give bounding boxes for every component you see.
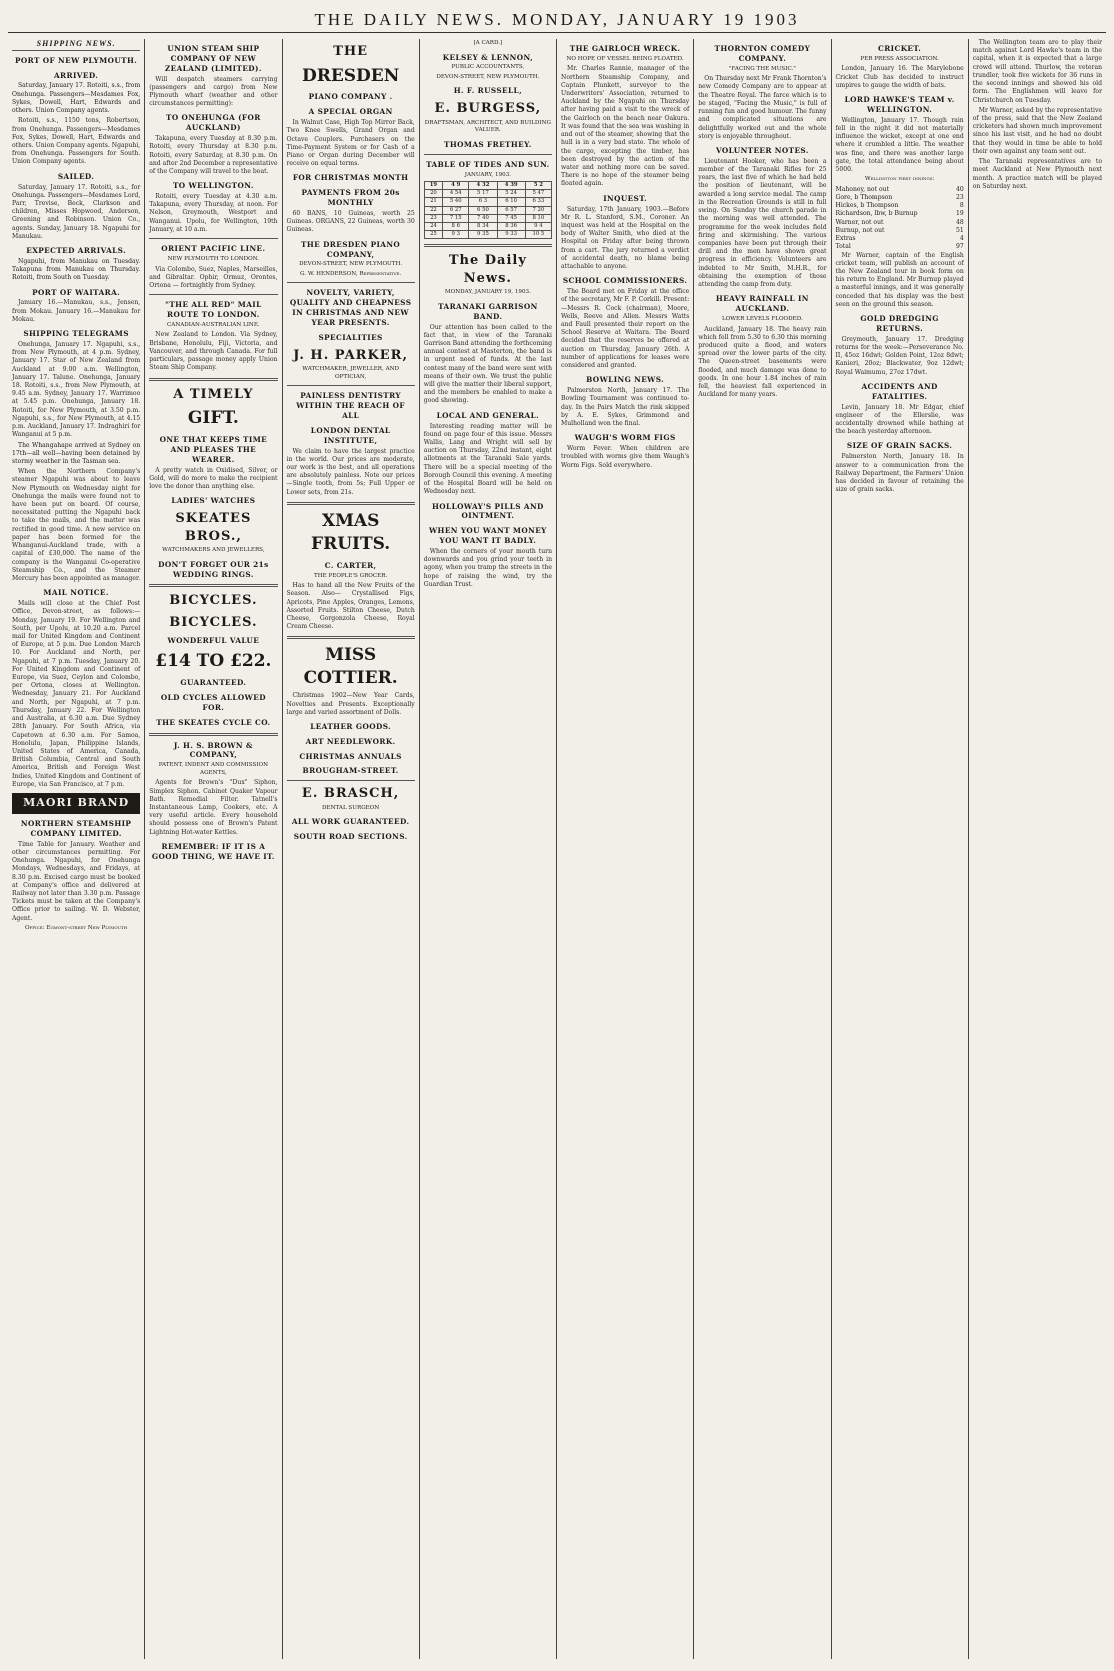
mail-heading: MAIL NOTICE.	[43, 588, 109, 598]
dentist-sub: DENTAL SURGEON	[322, 804, 380, 811]
column-thornton	[694, 39, 831, 1659]
northern-steamship-heading: NORTHERN STEAMSHIP COMPANY LIMITED.	[20, 818, 132, 838]
gairloch-filler: Mr. Charles Rannie, manager of the Northern Steamship Company, and Captain Plunkett, surveyor to the Underwriters' Association, returned to Auckland by the Ngapuhi on Thursday after having paid a visit to the wreck of the Gairloch on the beach near Oakura. It was found that the sea was washing in and out of the steamer, showing that the hull is in a very bad state. The whole of the cargo, excepting the timber, has been destroyed by the action of the water and nothing more can be saved. There is no hope of the steamer being floated again.	[561, 65, 690, 188]
maori-brand-logo: MAORI BRAND	[12, 793, 140, 814]
patent-sub: PATENT, INDENT AND COMMISSION AGENTS,	[158, 762, 268, 776]
brown-filler: Agents for Brown's "Dux" Siphon, Simplex Siphon. Cabinet Quaker Vapour Bath. Remedial Filter. Tatnell's Instantaneous Lamp, Cookers, etc. A very useful article. Every household should possess one of Brown's Patent Lightning Hot-water Kettles.	[149, 779, 278, 836]
port-heading: PORT OF NEW PLYMOUTH.	[15, 55, 138, 65]
kelsey-heading: KELSEY & LENNON,	[442, 52, 534, 62]
needlework-heading: ART NEEDLEWORK.	[305, 736, 396, 746]
tides-month: JANUARY, 1903.	[464, 171, 512, 178]
payments-heading: PAYMENTS FROM 20s MONTHLY	[301, 188, 400, 208]
telegrams-heading: SHIPPING TELEGRAMS	[23, 329, 129, 339]
specialities-heading: SPECIALITIES	[318, 332, 383, 342]
payments-filler: 60 BANS, 10 Guineas, worth 25 Guineas. ORGANS, 22 Guineas, worth 30 Guineas.	[286, 210, 415, 234]
draftsman-sub: DRAFTSMAN, ARCHITECT, AND BUILDING VALUER.	[424, 119, 551, 134]
gift-filler: A pretty watch in Oxidised, Silver, or Gold, will do more to make the recipient love the donor than anything else.	[149, 466, 278, 490]
column-cricket	[832, 39, 969, 1659]
oldcycles-heading: OLD CYCLES ALLOWED FOR.	[160, 693, 266, 712]
expected-heading: EXPECTED ARRIVALS.	[26, 246, 127, 256]
onehunga-heading: TO ONEHUNGA (FOR AUCKLAND)	[166, 113, 261, 133]
northern-filler: Time Table for January. Weather and other circumstances permitting. For Onehunga. Ngapuhi, for Onehunga Mondays, Wednesdays, and Fridays, at 8.30 p.m. Excised cargo must be booked at Company's office and delivered at Railway not later than 3.30 p.m. Passage Tickets must be taken at the Company's Office prior to sailing. W. D. Webster, Agent.	[12, 840, 141, 922]
facing-sub: "FACING THE MUSIC."	[728, 65, 796, 72]
scores-list	[836, 186, 964, 252]
russell-heading: H. F. RUSSELL,	[453, 86, 523, 96]
grain-filler: Palmerston North, January 18. In answer to a communication from the Railway Department, the Farmers' Union has decided in favour of retaining the size of grain sacks.	[835, 453, 964, 494]
remember-text: REMEMBER: IF IT IS A GOOD THING, WE HAVE IT.	[151, 841, 275, 861]
inquest-filler: Saturday, 17th January, 1903.—Before Mr R. L. Stanford, S.M., Coroner. An inquest was held at the Hospital on the body of Walter Smith, who died at the Hospital on Friday after being thrown from a cart. The jury returned a verdict of accidental death, no blame being attachable to anyone.	[561, 205, 690, 271]
orient-filler: Via Colombo, Suez, Naples, Marseilles, and Gibraltar. Ophir, Ormuz, Orontes, Ortona — fortnightly from Sydney.	[149, 265, 278, 289]
continuation-filler-3: The Taranaki representatives are to meet Auckland at New Plymouth next month. A practice match will be played on Saturday next.	[972, 158, 1102, 190]
arrived-text: Saturday, January 17. Rotoiti, s.s., from Onehunga. Passengers—Mesdames Fox, Sykes, Dowell, Hart, Edwards and others. Union Company agents.	[12, 82, 141, 115]
gift-heading: GIFT.	[187, 408, 239, 429]
xmas-fruits-heading: XMAS FRUITS.	[311, 510, 391, 554]
union-heading: UNION STEAM SHIP COMPANY OF NEW ZEALAND (LIMITED).	[164, 44, 262, 73]
special-organ-heading: A SPECIAL ORGAN	[308, 107, 393, 117]
score-row: Burnup, not out 51	[835, 226, 964, 234]
timely-heading: A TIMELY	[173, 386, 254, 402]
volunteer-filler: Lieutenant Hooker, who has been a member of the Taranaki Rifles for 25 years, the last five of which he had held the position of lieutenant, will be awarded a long service medal. The camp in the Recreation Grounds is still in full swing. On Sunday the church parade in the morning was well attended. The programme for the week includes field firing and skirmishing. The various companies have been put through their drill and the men have shown great progress in efficiency. Volunteers are indebted to Mr Smith, M.H.R., for obtaining the exemption of those attending the camp from duty.	[698, 157, 827, 289]
rainfall-filler: Auckland, January 18. The heavy rain which fell from 5.30 to 6.30 this morning produced quite a flood, and waters spread over the lower parts of the city. The Queen-street basements were flooded, and much damage was done to goods. In one hour 1.84 inches of rain fell, the heaviest fall experienced in Auckland for many years.	[698, 325, 827, 399]
watches-heading: LADIES' WATCHES	[171, 496, 256, 506]
bicycles-heading: BICYCLES.	[169, 593, 258, 609]
school-heading: SCHOOL COMMISSIONERS.	[562, 276, 688, 286]
masthead	[8, 10, 1106, 33]
waitara-heading: PORT OF WAITARA.	[32, 287, 121, 297]
cottier-filler: Christmas 1902—New Year Cards, Novelties and Presents. Exceptionally large and varied assortment of Dolls.	[286, 692, 415, 716]
telegrams-filler: Onehunga, January 17. Ngapuhi, s.s., from New Plymouth, at 4 p.m. Sydney, January 17. Star of New Zealand from Auckland at 9.00 a.m. Wellington, January 17. Talune. Onehunga, January 18. Rotoiti, s.s., from New Plymouth, at 9.45 a.m. Sydney, January 17. Warrimoo at 5.45 p.m. Onehunga, January 18. Rotoiti, for New Plymouth, at 3.50 p.m. Ngapuhi, s.s., for New Plymouth, at 4.15 p.m. Auckland, January 17. Indraghiri for Wanganui at 5 p.m.	[12, 340, 141, 439]
bicycles-heading-2: BICYCLES.	[169, 614, 258, 630]
onehunga-filler: Takapuna, every Tuesday at 8.30 p.m. Rotoiti, every Thursday at 8.30 p.m. Rotoiti, every Saturday, at 8.30 p.m. On and after 2nd December a representative of the Company will travel to the boat.	[149, 135, 278, 175]
hawkes-heading: LORD HAWKE'S TEAM v. WELLINGTON.	[844, 95, 955, 114]
nohope-sub: NO HOPE OF VESSEL BEING FLOATED.	[566, 55, 684, 62]
score-intro: Wellington first innings:	[864, 176, 935, 183]
school-filler: The Board met on Friday at the office of the secretary, Mr F. P. Corkill. Present:—Messrs R. Cock (chairman), Moore, Wells, Reeve and Allen. Messrs Watts and Faull presented their report on the School Reserve at Waitara. The Board decided that the reserves be offered at auction on Thursday, January 26th. A number of applications for leases were considered and granted.	[561, 288, 690, 370]
column-daily-news	[420, 39, 557, 1659]
cricket-intro-filler: London, January 16. The Marylebone Cricket Club has decided to instruct umpires to gauge the width of bats.	[835, 65, 964, 89]
cricket-heading: CRICKET.	[878, 44, 922, 53]
continuation-filler: The Wellington team are to play their match against Lord Hawke's team in the capital, when it is expected that a large crowd will attend. Thurlow, the veteran trundler, took five wickets for 36 runs in the second innings and showed his old form. The Englishmen will leave for Christchurch on Tuesday.	[972, 39, 1102, 104]
devon-street-sub: DEVON-STREET, NEW PLYMOUTH.	[436, 73, 540, 80]
fruits-filler: Has to hand all the New Fruits of the Season. Also— Crystallised Figs, Apricots, Pine Apples, Oranges, Lemons, Assorted Fruits. Stilton Cheese, Dutch Cheese, Gorgonzola Cheese, Royal Cream Cheese.	[286, 582, 415, 631]
gairloch-heading: THE GAIRLOCH WRECK.	[569, 44, 681, 53]
painless-heading: PAINLESS DENTISTRY WITHIN THE REACH OF ALL	[296, 391, 405, 420]
orient-heading: ORIENT PACIFIC LINE.	[161, 244, 266, 254]
skeates-heading: SKEATES BROS.,	[175, 511, 252, 544]
masthead-title: THE DAILY NEWS.	[314, 10, 504, 29]
holloway-heading: HOLLOWAY'S PILLS AND OINTMENT.	[431, 501, 544, 521]
guaranteed-heading: GUARANTEED.	[180, 678, 247, 688]
brasch-heading: E. BRASCH,	[301, 786, 400, 802]
cricket-filler: Mr Warner, captain of the English cricket team, will publish an account of the New Zealand tour in book form on his return to England. Mr Burnup played a masterful innings, and it was generally conceded that his display was the best seen on the ground this season.	[835, 251, 964, 308]
want-filler: When the corners of your mouth turn downwards and you grind your teeth in agony, when you tramp the streets in the hope of raising the wind, try the Guardian Trust.	[423, 547, 552, 588]
tides-table: 19 4 9 4 32 4 39 5 2 20 4 54 5 17 5 24 5 47 21 5 40 6 3 6 10 6 33 22 6 27 6 50 6 57 7 20 23 7 15 7 40 7 45 8 10 24 8 6 8 34 8 36 9 4 25 9 3 9 35 9 33 10 5	[424, 181, 552, 239]
southroad-heading: SOUTH ROAD SECTIONS.	[293, 832, 408, 842]
worm-filler: Worm Fever. When children are troubled with worms give them Waugh's Worm Figs. Sold everywhere.	[561, 445, 690, 469]
henderson-sub: G. W. HENDERSON, Representative.	[300, 270, 402, 277]
frethey-heading: THOMAS FRETHEY.	[444, 139, 532, 149]
sailed-filler: Saturday, January 17. Rotoiti, s.s., for Onehunga. Passengers—Mesdames Lord, Parr, Trevise, Beck, Clarkson and children, Misses Hopwood, Anderson, Greening and Robinson. Union Co., agents. Sunday, January 18. Ngapuhi for Manukau.	[12, 183, 141, 240]
institute-heading: LONDON DENTAL INSTITUTE,	[310, 425, 391, 445]
score-row: Richardson, lbw, b Burnup 19	[835, 210, 964, 218]
volunteer-heading: VOLUNTEER NOTES.	[715, 145, 809, 155]
cottier-heading: MISS COTTIER.	[303, 645, 398, 689]
watchmaker-sub: WATCHMAKER, JEWELLER, AND OPTICIAN,	[302, 366, 399, 380]
masthead-date: MONDAY, JANUARY 19 1903	[511, 10, 800, 29]
thornton-heading: THORNTON COMEDY COMPANY.	[714, 44, 811, 63]
daily-news-masthead: The Daily News.	[448, 253, 527, 286]
price-heading: £14 TO £22.	[155, 651, 272, 672]
score-row: Mahoney, not out 40	[835, 185, 964, 193]
union-filler: Will despatch steamers carrying (passengers and cargo) from New Plymouth wharf (weather and other circumstances permitting):	[149, 75, 278, 108]
accidents-filler: Levin, January 18. Mr Edgar, chief engineer of the Ellerslie, was accidentally drowned while bathing at the beach yesterday afternoon.	[835, 403, 964, 436]
column-dresden	[283, 39, 420, 1659]
devon-sub: DEVON-STREET, NEW PLYMOUTH.	[299, 261, 403, 268]
gift-text: ONE THAT KEEPS TIME AND PLEASES THE WEARER.	[159, 434, 268, 464]
wellington-filler: Rotoiti, every Tuesday at 4.30 a.m. Takapuna, every Thursday, at noon. For Nelson, Greymouth, Westport and Wanganui. Upolu, for Wellington, 19th January, at 10 a.m.	[149, 193, 278, 233]
accidents-heading: ACCIDENTS AND FATALITIES.	[861, 381, 938, 401]
brown-heading: J. H. S. BROWN & COMPANY,	[173, 740, 253, 760]
annuals-heading: CHRISTMAS ANNUALS	[299, 751, 402, 761]
arrived-filler: Rotoiti, s.s., 1150 tons, Robertson, from Onehunga. Passengers—Mesdames Fox, Sykes, Dowell, Hart, Edwards and others. Union Company agents. Ngapuhi, from Onehunga. Passengers for South. Union Company agents.	[12, 117, 141, 166]
gold-heading: GOLD DREDGING RETURNS.	[860, 314, 939, 333]
jewellers-sub: WATCHMAKERS AND JEWELLERS,	[162, 547, 265, 554]
inquest-heading: INQUEST.	[603, 193, 648, 203]
dresden-heading: DRESDEN	[301, 65, 400, 86]
grocer-sub: THE PEOPLE'S GROCER.	[314, 572, 388, 579]
grain-heading: SIZE OF GRAIN SACKS.	[846, 441, 953, 451]
shipping-header: SHIPPING NEWS.	[12, 39, 140, 51]
office-text: Office: Egmont-street New Plymouth	[25, 924, 128, 931]
whangahape-text: The Whangahape arrived at Sydney on 17th—all well—having been detained by stormy weather in the Tasman sea.	[12, 441, 141, 465]
thornton-filler: On Thursday next Mr Frank Thornton's new Comedy Company are to appear at the Theatre Royal. The farce which is to be staged, "Facing the Music," is full of running fun and good humour. The funny and complicated situations are delightfully worked out and the whole story is enjoyable throughout.	[698, 75, 827, 140]
parker-heading: J. H. PARKER,	[293, 347, 409, 363]
bowling-filler: Palmerston North, January 17. The Bowling Tournament was continued to-day. In the Pairs Match the rink skipped by A. E. Sykes, Grimmond and Mulholland won the final.	[561, 387, 690, 428]
brougham-heading: BROUGHAM-STREET.	[302, 766, 399, 776]
leather-heading: LEATHER GOODS.	[310, 721, 392, 731]
card-label: [A CARD.]	[473, 40, 503, 46]
the-heading: THE	[333, 44, 369, 59]
score-row: Warner, not out 48	[835, 218, 964, 226]
dental-filler: We claim to have the largest practice in the world. Our prices are moderate, our work is the best, and all operations are absolutely painless. Note our prices—Single tooth, from 5s; Full Upper or Lower sets, from 21s.	[286, 447, 415, 496]
organ-filler: In Walnut Case, High Top Mirror Back, Two Knee Swells, Grand Organ and Octave Couplers. Purchasers on the Time-Payment System or for Cash of a Piano or Organ during December will receive on equal terms.	[286, 119, 415, 168]
piano-heading: PIANO COMPANY .	[308, 92, 393, 102]
teeth-heading: ALL WORK GUARANTEED.	[291, 817, 410, 827]
score-row: Hickes, b Thompson 8	[835, 202, 964, 210]
hawkes-filler: Wellington, January 17. Though rain fell in the night it did not materially influence the wicket, except at one end where it crumbled a little. The weather was fine, and there was another large gate, the total attendance being about 5000.	[835, 116, 964, 174]
canadian-sub: CANADIAN-AUSTRALIAN LINE.	[167, 321, 260, 328]
burgess-heading: E. BURGESS,	[434, 101, 542, 117]
wellington-heading: TO WELLINGTON.	[172, 181, 254, 191]
worm-figs-heading: WAUGH'S WORM FIGS	[574, 433, 676, 443]
assoc-sub: PER PRESS ASSOCIATION.	[860, 55, 939, 62]
expected-text: Ngapuhi, from Manukau on Tuesday. Takapuna from Manukau on Thursday. Rotoiti, from South on Tuesday.	[12, 257, 141, 282]
column-gairloch	[557, 39, 694, 1659]
london-sub: NEW PLYMOUTH TO LONDON.	[167, 255, 260, 262]
dateline: MONDAY, JANUARY 19, 1903.	[444, 289, 531, 296]
allred-heading: "THE ALL RED" MAIL ROUTE TO LONDON.	[165, 300, 262, 320]
christmas-month-heading: FOR CHRISTMAS MONTH	[292, 173, 409, 183]
value-heading: WONDERFUL VALUE	[167, 636, 260, 646]
cycleco-heading: THE SKEATES CYCLE CO.	[156, 717, 271, 727]
lowlevels-sub: LOWER LEVELS FLOODED.	[721, 316, 803, 323]
accountants-sub: PUBLIC ACCOUNTANTS,	[451, 64, 525, 71]
rainfall-heading: HEAVY RAINFALL IN AUCKLAND.	[715, 294, 809, 314]
mail-filler: Mails will close at the Chief Post Office, Devon-street, as follows:— Monday, January 19. For Wellington and South, per Upolu, at 10.20 a.m. Parcel mail for United Kingdom and Continent of Europe, at 5 p.m. Due London March 10. For Auckland and North, per Ngapuhi, at 7 p.m. Tuesday, January 20. For United Kingdom and Continent of Europe, via Suez, Ceylon and Colombo, per Ortona, closes at Wellington. Wednesday, January 21. For Auckland and North, per Ngapuhi, at 7 p.m. Thursday, January 22. For Wellington and Australia, at 6.30 a.m. Due Sydney 28th January. For South Africa, via Capetown at 6.30 a.m. For Samoa, Honolulu, Japan, Philippine Islands, United States of America, Canada, British Columbia, Central and South America, British and Foreign West Indies, United Kingdom and Continent of Europe, via San Francisco, at 7 p.m.	[12, 600, 141, 788]
sailed-heading: SAILED.	[57, 171, 95, 181]
taranaki-band-heading: TARANAKI GARRISON BAND.	[438, 301, 538, 321]
band-filler: Our attention has been called to the fact that, in view of the Taranaki Garrison Band attending the forthcoming annual contest at Masterton, the band is in urgent need of funds. At the last contest many of the band were sent with means of their own. We trust the public will give the matter their liberal support, and the members be enabled to make a good showing.	[423, 323, 552, 405]
novelty-heading: NOVELTY, VARIETY, QUALITY AND CHEAPNESS IN CHRISTMAS AND NEW YEAR PRESENTS.	[289, 288, 412, 327]
allred-filler: New Zealand to London. Via Sydney, Brisbane, Honolulu, Fiji, Victoria, and Vancouver, and through Canada. For full particulars, passage money apply Union Steam Ship Company.	[149, 331, 278, 372]
arrived-heading: ARRIVED.	[54, 70, 99, 80]
continuation-filler-2: Mr Warner, asked by the representative of the press, said that the New Zealand cricketers had shown much improvement since his last visit, and he had no doubt that they would in time be able to hold their own against any team sent out.	[972, 106, 1102, 155]
wedding-heading: DON'T FORGET OUR 21s WEDDING RINGS.	[158, 559, 269, 579]
local-general-heading: LOCAL AND GENERAL.	[436, 410, 540, 420]
score-row: Gore, b Thompson 23	[835, 194, 964, 202]
news-filler: When the Northern Company's steamer Ngapuhi was about to leave New Plymouth on Wednesday night for Onehunga the mails were found not to have been put on board. Of course, necessitated putting the Ngapuhi back to take the mails, and the matter was rectified in good time. A new service on paper has been formed for the Whanganui-Auckland trade, with a capital of £30,000. The name of the company is the Wanganui Co-operative Steamship Co., and the Steamer Mercury has been appointed as manager.	[12, 468, 141, 583]
column-continuation	[969, 39, 1106, 1659]
waitara-filler: January 16.—Manukau, s.s., Jensen, from Mokau. January 16.—Manukau for Mokau.	[12, 299, 141, 323]
column-shipping	[8, 39, 145, 1659]
columns	[8, 39, 1106, 1659]
score-row: Total 97	[835, 243, 964, 251]
tides-heading: TABLE OF TIDES AND SUN.	[426, 159, 550, 169]
carter-heading: C. CARTER,	[324, 560, 377, 570]
bowling-heading: BOWLING NEWS.	[586, 375, 665, 385]
column-union-steam	[145, 39, 282, 1659]
score-row: Extras 4	[835, 235, 964, 243]
dresden-co-heading: THE DRESDEN PIANO COMPANY,	[301, 239, 401, 259]
gold-filler: Greymouth, January 17. Dredging returns for the week:—Perseverance No. II, 45oz 16dwt; Golden Point, 12oz 8dwt; Kanieri, 20oz; Blackwater, 9oz 12dwt; Royal Waimumu, 27oz 17dwt.	[835, 335, 964, 376]
want-heading: WHEN YOU WANT MONEY YOU WANT IT BADLY.	[428, 526, 547, 546]
local-filler: Interesting reading matter will be found on page four of this issue. Messrs Wallis, Lang and Wright will sell by auction on Thursday, 22nd instant, eight allotments at the Taranaki Sale yards. There will be a special meeting of the Borough Council this evening. A meeting of the Hospital Board will be held on Wednesday next.	[423, 422, 552, 496]
